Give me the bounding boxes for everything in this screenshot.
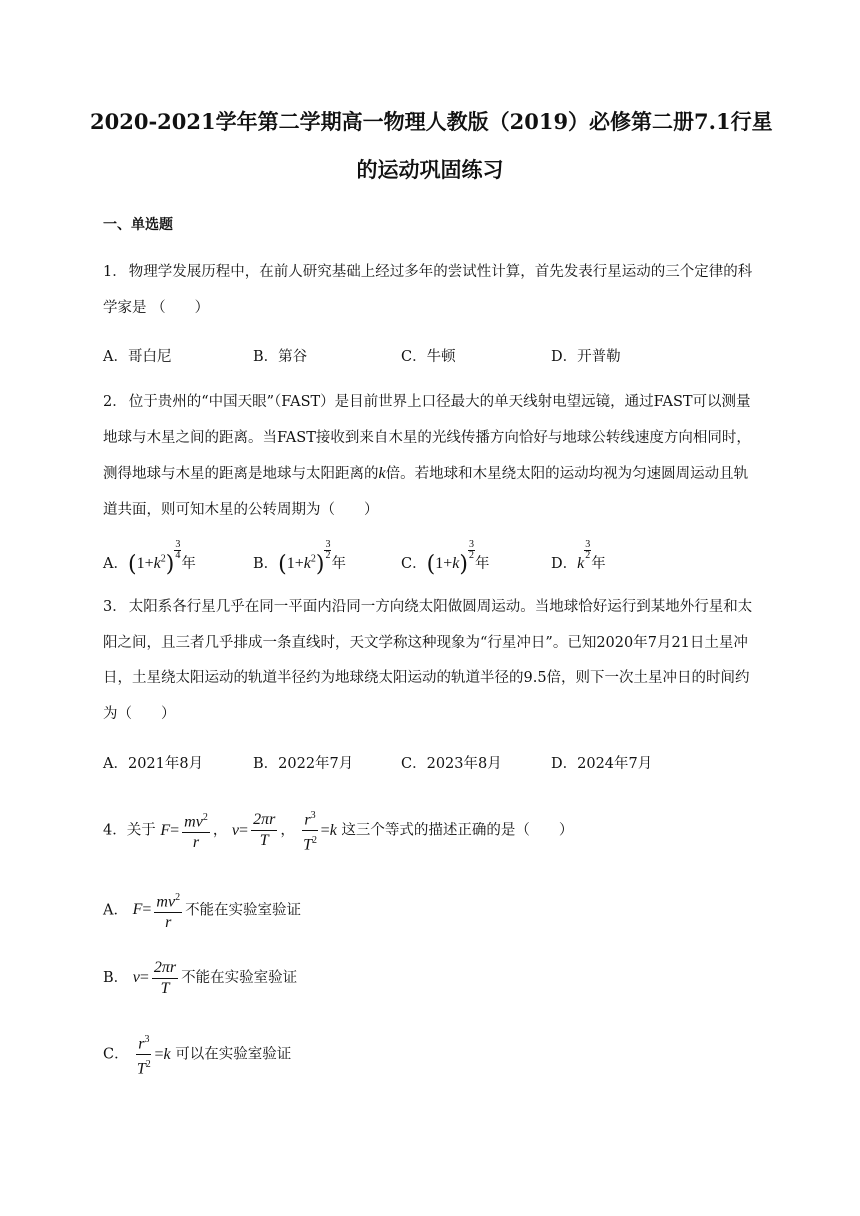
- question-text: 位于贵州的“中国天眼”（FAST）是目前世界上口径最大的单天线射电望远镜，通过FAST可以测量地球与木星之间的距离。当FAST接收到来自木星的光线传播方向恰好与地球公转线速度方向相同时，测得地球与木星的距离是地球与太阳距离的: [103, 394, 751, 482]
- separator: ，: [212, 822, 228, 839]
- separator: ，: [280, 822, 295, 839]
- formula: v= $\frac{2\pi r}{T}$: [132, 959, 177, 997]
- option-b: B．第谷: [253, 349, 308, 365]
- question-1: [103, 255, 759, 326]
- formula: k $\frac{3}{2}$: [577, 539, 591, 572]
- section-heading: 一、单选题: [103, 217, 173, 233]
- title-line-2: 的运动巩固练习: [356, 157, 504, 182]
- question-2: [103, 385, 759, 528]
- question-number: 3．: [103, 599, 127, 615]
- question-number: 1．: [103, 264, 127, 280]
- question-text-continued: 这三个等式的描述正确的是（ ）: [341, 822, 574, 839]
- option-label: C．: [103, 1046, 129, 1063]
- option-c: [401, 540, 489, 577]
- option-text: 不能在实验室验证: [185, 902, 302, 919]
- variable-k: k: [378, 465, 386, 482]
- option-b: B．2022年7月: [253, 756, 354, 772]
- formula-kepler: $\frac{r^3}{T^2}$ =k: [299, 822, 336, 839]
- option-label: B．: [253, 556, 279, 572]
- option-d: D．2024年7月: [551, 756, 653, 772]
- unit: 年: [331, 556, 346, 572]
- option-a: [103, 540, 196, 577]
- unit: 年: [591, 556, 606, 572]
- question-3: [103, 590, 759, 732]
- option-text: 不能在实验室验证: [181, 970, 298, 987]
- question-4-option-a: [103, 888, 301, 933]
- formula: $(1+k^2)$ $\frac{3}{2}$: [278, 539, 331, 577]
- question-text: 太阳系各行星几乎在同一平面内沿同一方向绕太阳做圆周运动。当地球恰好运行到某地外行星和太阳之间，且三者几乎排成一条直线时，天文学称这种现象为“行星冲日”。已知2020年7月21日土星冲日，土星绕太阳运动的轨道半径约为地球绕太阳运动的轨道半径的9.5倍，则下一次土星冲日的时间约为（ ）: [103, 599, 753, 722]
- option-text: 可以在实验室验证: [175, 1046, 292, 1063]
- formula: $\frac{r^3}{T^2}$ =k: [133, 1046, 170, 1063]
- option-a: A．哥白尼: [103, 349, 172, 365]
- question-text: 物理学发展历程中，在前人研究基础上经过多年的尝试性计算，首先发表行星运动的三个定律的科学家是 （ ）: [103, 264, 753, 316]
- option-label: C．: [401, 556, 427, 572]
- option-label: B．: [103, 970, 129, 987]
- option-a: A．2021年8月: [103, 756, 204, 772]
- formula: $(1+k^2)$ $\frac{3}{4}$: [127, 539, 181, 577]
- option-b: [253, 540, 346, 577]
- option-c: C．2023年8月: [401, 756, 502, 772]
- title-line-1: 2020-2021学年第二学期高一物理人教版（2019）必修第二册7.1行星: [90, 109, 773, 134]
- unit: 年: [474, 556, 490, 572]
- question-4: [103, 806, 573, 856]
- option-label: A．: [103, 902, 128, 919]
- option-label: D．: [551, 556, 578, 572]
- option-d: [551, 540, 606, 573]
- document-title: [90, 98, 773, 194]
- question-4-option-c: [103, 1030, 291, 1080]
- option-d: D．开普勒: [551, 349, 621, 365]
- question-number: 2．: [103, 394, 127, 410]
- question-number: 4．: [103, 822, 127, 839]
- formula: F= $\frac{mv^2}{r}$: [133, 901, 185, 918]
- option-label: A．: [103, 556, 128, 572]
- option-c: C．牛顿: [401, 349, 456, 365]
- unit: 年: [181, 556, 196, 572]
- question-text-continued: 倍。若地球和木星绕太阳的运动均视为匀速圆周运动且轨道共面，则可知木星的公转周期为（ ）: [103, 466, 749, 518]
- formula-centripetal: F= $\frac{mv^2}{r}$: [160, 822, 212, 839]
- formula-velocity: v= $\frac{2\pi r}{T}$: [231, 811, 276, 850]
- formula: (1+k) $\frac{3}{2}$: [426, 539, 474, 577]
- question-4-option-b: [103, 958, 297, 999]
- question-text: 关于: [126, 822, 156, 839]
